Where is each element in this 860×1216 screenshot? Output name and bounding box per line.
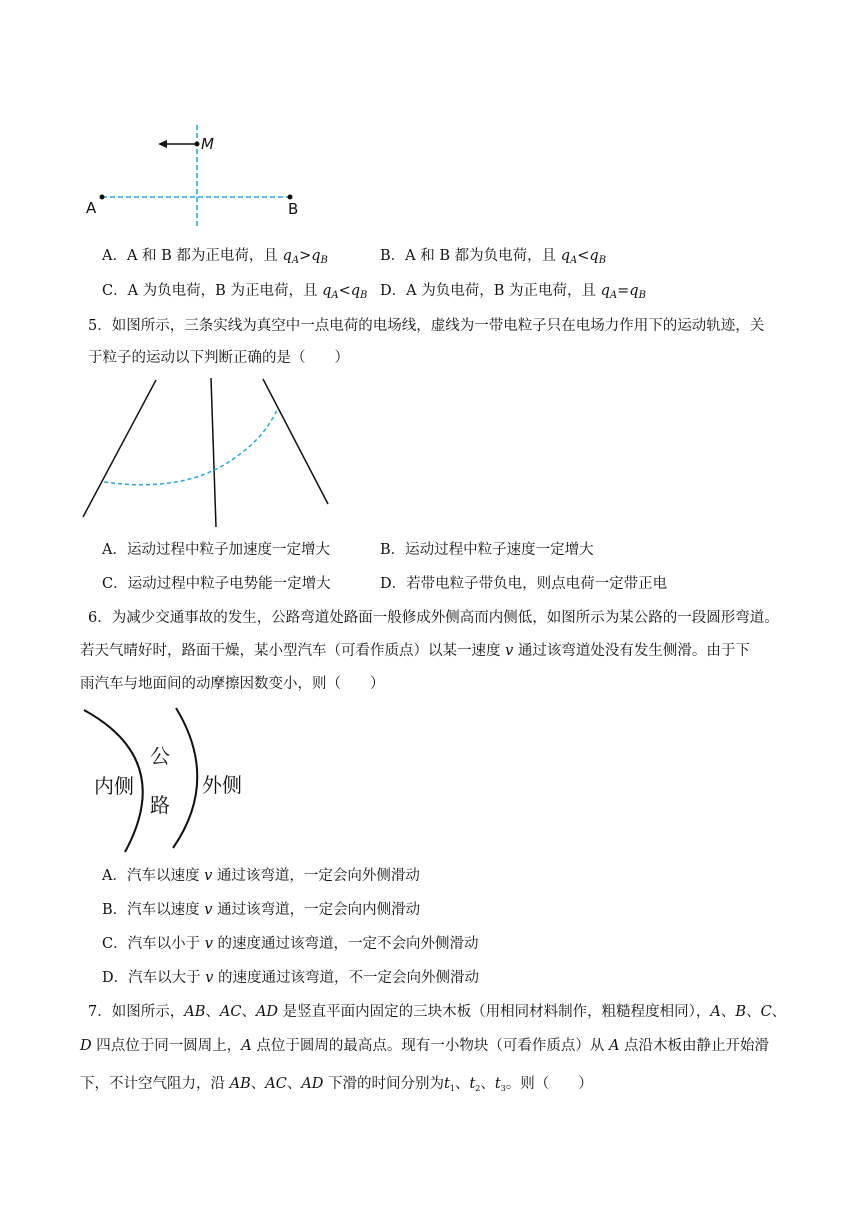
q5-figure <box>80 376 340 531</box>
option-text: D．汽车以大于 <box>102 970 206 986</box>
sep: 、 <box>746 1004 761 1020</box>
q7-text: 7．如图所示， <box>88 1004 185 1020</box>
q4-option-a-text: A．A 和 B 都为正电荷，且 <box>102 248 283 264</box>
q5-option-d: D．若带电粒子带负电，则点电荷一定带正电 <box>380 576 668 592</box>
q4-figure <box>80 125 320 230</box>
field-line-middle <box>211 378 216 527</box>
q-symbol: q <box>629 283 639 299</box>
subscript: B <box>360 290 368 301</box>
board-ab: AB <box>229 1076 251 1092</box>
label-a: A <box>86 199 97 217</box>
point-d: D <box>80 1038 92 1054</box>
sep: 、 <box>480 1076 495 1092</box>
q6-option-c <box>102 934 479 954</box>
operator: > <box>299 248 312 264</box>
operator: < <box>577 248 590 264</box>
q7-stem-line2 <box>80 1036 769 1056</box>
q7-stem-line3 <box>80 1074 593 1099</box>
label-outer: 外侧 <box>202 773 242 797</box>
option-text: B．汽车以速度 <box>102 902 205 918</box>
point-b: B <box>735 1004 747 1020</box>
q6-stem-line2 <box>80 641 750 661</box>
time-symbol: t <box>469 1076 476 1092</box>
velocity-symbol: v <box>205 970 214 986</box>
q6-line2-text-end: 通过该弯道处没有发生侧滑。由于下 <box>513 643 750 659</box>
label-road-1: 公 <box>150 744 170 768</box>
force-arrow-head <box>158 140 167 148</box>
board-ad: AD <box>255 1004 279 1020</box>
subscript: 3 <box>500 1084 506 1093</box>
subscript: A <box>570 255 578 266</box>
subscript: B <box>320 255 328 266</box>
option-text-end: 的速度通过该弯道，不一定会向外侧滑动 <box>213 970 480 986</box>
operator: < <box>338 283 351 299</box>
subscript: 1 <box>449 1084 455 1093</box>
q4-option-d <box>380 281 646 306</box>
q6-option-a <box>102 866 420 886</box>
q4-option-c <box>102 281 367 306</box>
option-text-end: 通过该弯道，一定会向外侧滑动 <box>212 868 420 884</box>
q5-stem-line2: 于粒子的运动以下判断正确的是（ ） <box>88 350 349 366</box>
sep: 、 <box>250 1076 266 1092</box>
q5-stem-line1: 5．如图所示，三条实线为真空中一点电荷的电场线，虚线为一带电粒子只在电场力作用下的运动轨迹，关 <box>88 318 765 334</box>
subscript: A <box>291 255 300 266</box>
board-ad: AD <box>301 1076 324 1092</box>
q6-line2-text: 若天气晴好时，路面干燥，某小型汽车（可看作质点）以某一速度 <box>80 643 506 659</box>
sep: 、 <box>205 1004 220 1020</box>
point-a: A <box>241 1038 252 1054</box>
q4-option-d-text: D．A 为负电荷，B 为正电荷，且 <box>380 283 601 299</box>
sep: 、 <box>771 1004 787 1020</box>
velocity-symbol: v <box>505 643 514 659</box>
q7-text: 下滑的时间分别为 <box>323 1076 445 1092</box>
particle-trajectory <box>104 408 278 485</box>
field-line-right <box>263 379 328 504</box>
q-symbol: q <box>311 248 321 264</box>
q6-option-d <box>102 968 479 988</box>
q4-option-c-text: C．A 为负电荷，B 为正电荷，且 <box>102 283 323 299</box>
subscript: A <box>609 290 618 301</box>
velocity-symbol: v <box>204 868 213 884</box>
label-b: B <box>288 200 299 218</box>
sep: 、 <box>720 1004 736 1020</box>
board-ab: AB <box>184 1004 206 1020</box>
q-symbol: q <box>589 248 599 264</box>
q6-option-b <box>102 900 420 920</box>
board-ac: AC <box>219 1004 242 1020</box>
subscript: A <box>331 290 339 301</box>
q7-text: 点位于圆周的最高点。现有一小物块（可看作质点）从 <box>251 1038 609 1054</box>
label-m: M <box>201 135 214 153</box>
operator: = <box>617 283 630 299</box>
q7-text: 是竖直平面内固定的三块木板（用相同材料制作，粗糙程度相同）， <box>278 1004 711 1020</box>
point-c: C <box>760 1004 772 1020</box>
subscript: B <box>598 255 607 266</box>
option-text-end: 的速度通过该弯道，一定不会向外侧滑动 <box>212 936 479 952</box>
time-symbol: t <box>494 1076 501 1092</box>
q5-option-b: B．运动过程中粒子速度一定增大 <box>380 542 594 558</box>
time-symbol: t <box>444 1076 450 1092</box>
q-symbol: q <box>282 248 292 264</box>
q6-stem-line3: 雨汽车与地面间的动摩擦因数变小，则（ ） <box>80 676 385 692</box>
label-road-2: 路 <box>150 793 170 817</box>
point-a: A <box>710 1004 721 1020</box>
q4-option-b-text: B．A 和 B 都为负电荷，且 <box>380 248 561 264</box>
subscript: 2 <box>475 1084 481 1093</box>
q7-text: 下，不计空气阻力，沿 <box>80 1076 230 1092</box>
board-ac: AC <box>265 1076 287 1092</box>
point-b-dot <box>288 195 293 200</box>
option-text-end: 通过该弯道，一定会向内侧滑动 <box>212 902 421 918</box>
label-inner: 内侧 <box>94 774 134 798</box>
q7-stem-line1 <box>88 1002 786 1022</box>
q4-option-a <box>102 246 328 271</box>
velocity-symbol: v <box>204 936 213 952</box>
q7-text: 点沿木板由静止开始滑 <box>619 1038 770 1054</box>
outer-curve <box>173 708 197 848</box>
point-a-dot <box>100 195 105 200</box>
q-symbol: q <box>350 283 361 299</box>
q5-option-a: A．运动过程中粒子加速度一定增大 <box>102 542 330 558</box>
q-symbol: q <box>560 248 571 264</box>
field-line-left <box>83 380 156 517</box>
velocity-symbol: v <box>204 902 213 918</box>
sep: 、 <box>286 1076 302 1092</box>
q7-text: 四点位于同一圆周上， <box>91 1038 242 1054</box>
sep: 、 <box>241 1004 256 1020</box>
q6-figure <box>80 700 270 855</box>
option-text: A．汽车以速度 <box>102 868 205 884</box>
subscript: B <box>638 290 646 301</box>
point-a: A <box>608 1038 620 1054</box>
q6-stem-line1: 6．为减少交通事故的发生，公路弯道处路面一般修成外侧高而内侧低，如图所示为某公路的一段圆形弯道。 <box>88 610 779 626</box>
q-symbol: q <box>322 283 332 299</box>
option-text: C．汽车以小于 <box>102 936 205 952</box>
q7-text: 。则（ ） <box>505 1076 593 1092</box>
q5-option-c: C．运动过程中粒子电势能一定增大 <box>102 576 331 592</box>
sep: 、 <box>454 1076 470 1092</box>
q-symbol: q <box>600 283 610 299</box>
q4-option-b <box>380 246 606 271</box>
